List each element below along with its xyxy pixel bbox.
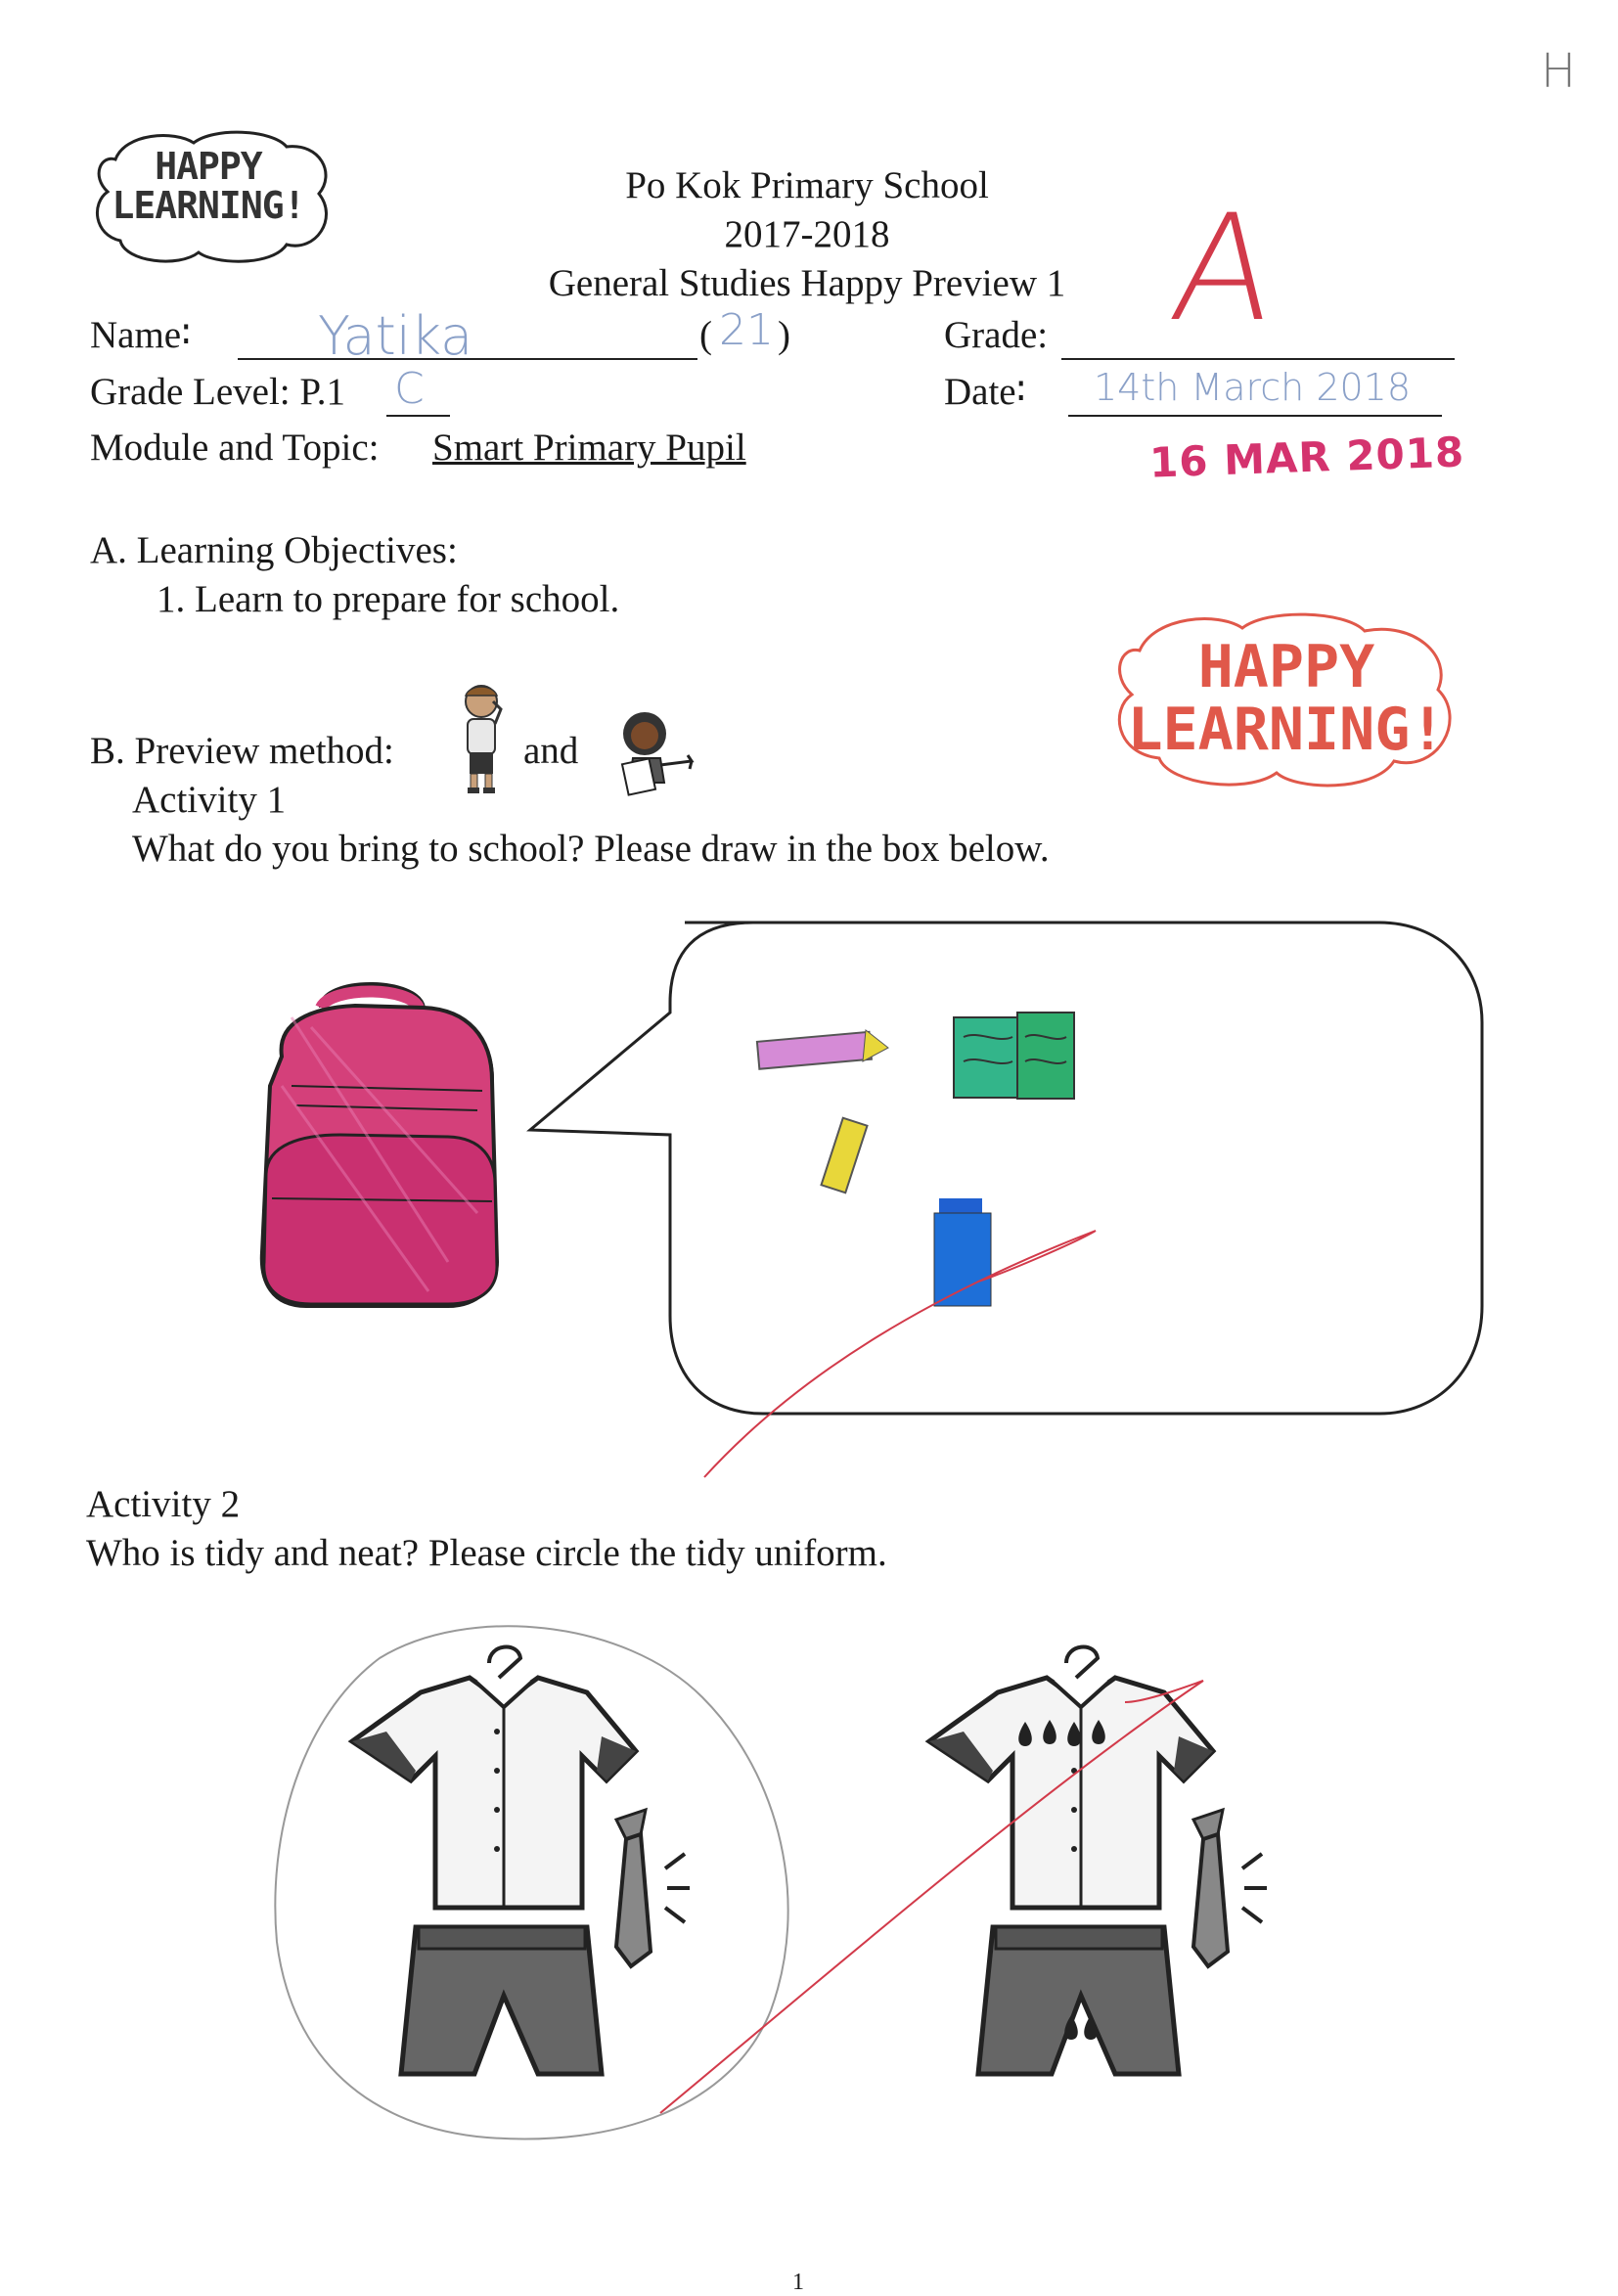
objective-item: 1. Learn to prepare for school. — [157, 578, 620, 620]
and-text: and — [523, 730, 579, 772]
grade-level-label: Grade Level: P.1 — [90, 371, 346, 413]
section-b-heading: B. Preview method: — [90, 730, 394, 772]
logo-line-2: LEARNING! — [112, 184, 305, 227]
section-a-heading: A. Learning Objectives: — [90, 529, 458, 571]
activity-1-prompt: What do you bring to school? Please draw in the box below. — [132, 828, 1050, 870]
reading-girl-icon — [613, 704, 711, 802]
school-year: 2017-2018 — [724, 213, 890, 255]
activity-2-prompt: Who is tidy and neat? Please circle the tidy uniform. — [86, 1532, 887, 1574]
page-number: 1 — [792, 2270, 804, 2295]
corner-mark: H — [1541, 44, 1577, 99]
activity-2-title: Activity 2 — [86, 1483, 241, 1525]
red-check-mark-1 — [685, 1213, 1115, 1487]
stamp-line-2: LEARNING! — [1127, 696, 1446, 764]
class-no-open: ( — [699, 314, 712, 356]
module-label: Module and Topic: — [90, 427, 380, 469]
page-title: General Studies Happy Preview 1 — [548, 262, 1066, 304]
grade-value: A — [1161, 184, 1286, 354]
red-check-mark-2 — [655, 1673, 1213, 2133]
backpack-icon — [252, 968, 512, 1321]
class-no-close: ) — [778, 314, 790, 356]
happy-learning-logo — [86, 125, 340, 272]
thinking-boy-icon — [456, 680, 507, 797]
date-value: 14th March 2018 — [1094, 366, 1412, 409]
name-value: Yatika — [318, 305, 473, 367]
grade-level-value: C — [394, 364, 425, 414]
name-label: Name∶ — [90, 314, 192, 356]
module-value: Smart Primary Pupil — [432, 427, 746, 469]
logo-line-1: HAPPY — [155, 145, 262, 188]
class-no-value: 21 — [719, 305, 774, 355]
book-drawing-icon — [954, 1013, 1074, 1099]
date-stamp: 16 MAR 2018 — [1148, 428, 1465, 487]
date-label: Date∶ — [944, 371, 1026, 413]
stamp-line-1: HAPPY — [1197, 633, 1375, 701]
happy-learning-stamp — [1101, 607, 1472, 797]
activity-1-title: Activity 1 — [132, 779, 287, 821]
grade-label: Grade: — [944, 314, 1049, 356]
school-name: Po Kok Primary School — [625, 164, 989, 206]
tidy-uniform-icon[interactable] — [342, 1624, 695, 2084]
